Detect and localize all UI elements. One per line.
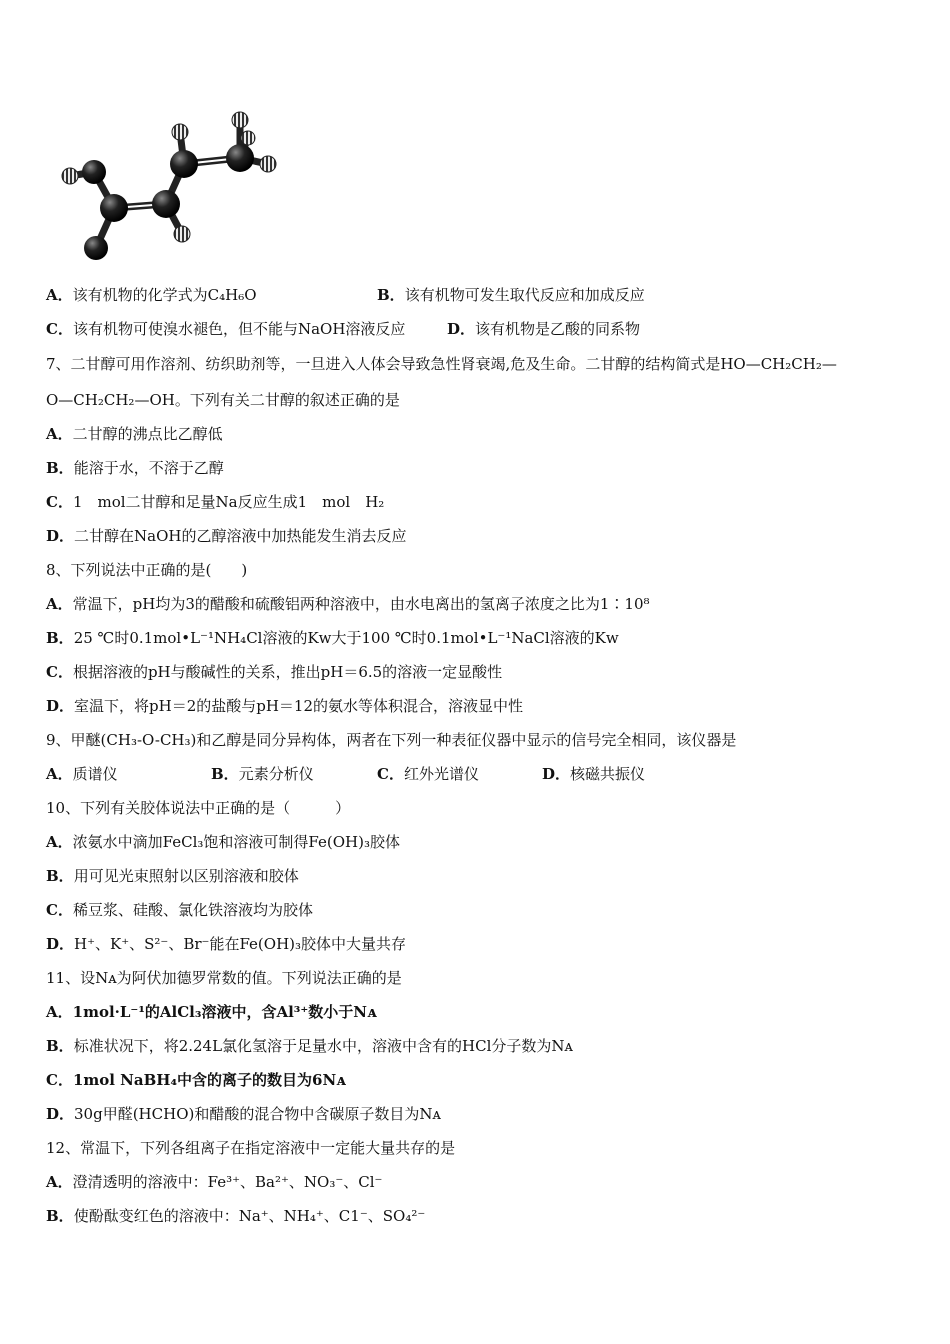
q7-option-c bbox=[46, 492, 384, 512]
q9-option-b-letter: B． bbox=[211, 765, 239, 783]
q12-option-a-letter: A． bbox=[46, 1173, 73, 1191]
q7-option-a-letter: A． bbox=[46, 425, 73, 443]
q8-option-a-letter: A． bbox=[46, 595, 73, 613]
q8-option-c-text: 根据溶液的pH与酸碱性的关系，推出pH＝6.5的溶液一定显酸性 bbox=[72, 663, 503, 681]
q11-option-c-text: 1mol NaBH₄中含的离子的数目为6Nᴀ bbox=[72, 1071, 346, 1089]
q9-option-c bbox=[377, 764, 479, 784]
q10-option-a-letter: A． bbox=[46, 833, 73, 851]
q6-option-c: 该有机物可使溴水褪色，但不能与NaOH溶液反应 bbox=[72, 320, 406, 338]
q8-stem: 8、下列说法中正确的是( ) bbox=[46, 561, 248, 579]
q9-option-d-letter: D． bbox=[542, 765, 571, 783]
q10-option-c-text: 稀豆浆、硅酸、氯化铁溶液均为胶体 bbox=[72, 901, 313, 919]
q7-stem-line-2: O—CH₂CH₂—OH。下列有关二甘醇的叙述正确的是 bbox=[46, 391, 400, 409]
molecule-ball-stick-model bbox=[50, 108, 280, 268]
q7-option-d-letter: D． bbox=[46, 527, 75, 545]
q9-option-a bbox=[46, 764, 118, 784]
q8-option-c-letter: C． bbox=[46, 663, 73, 681]
q11-option-c-letter: C． bbox=[46, 1071, 73, 1089]
q10-option-d-letter: D． bbox=[46, 935, 75, 953]
q9-option-c-letter: C． bbox=[377, 765, 404, 783]
q10-option-a bbox=[46, 832, 400, 852]
q10-option-a-text: 浓氨水中滴加FeCl₃饱和溶液可制得Fe(OH)₃胶体 bbox=[72, 833, 400, 851]
q7-option-a bbox=[46, 424, 223, 444]
q8-option-d bbox=[46, 696, 523, 716]
q8-option-a bbox=[46, 594, 650, 614]
q7-option-a-text: 二甘醇的沸点比乙醇低 bbox=[72, 425, 223, 443]
q11-option-b bbox=[46, 1036, 573, 1056]
q10-option-d-text: H⁺、K⁺、S²⁻、Br⁻能在Fe(OH)₃胶体中大量共存 bbox=[74, 935, 407, 953]
q7-option-b bbox=[46, 458, 224, 478]
q6-option-b-letter: B． bbox=[377, 286, 405, 304]
q10-option-c bbox=[46, 900, 313, 920]
q6-option-c-letter: C． bbox=[46, 320, 73, 338]
q6-option-d-letter: D． bbox=[447, 320, 476, 338]
q7-option-d-text: 二甘醇在NaOH的乙醇溶液中加热能发生消去反应 bbox=[74, 527, 407, 545]
q10-stem: 10、下列有关胶体说法中正确的是（ ） bbox=[46, 799, 351, 817]
q8-option-b-letter: B． bbox=[46, 629, 74, 647]
q9-option-d bbox=[542, 764, 645, 784]
q8-option-b bbox=[46, 628, 619, 648]
q6-option-b-wrap bbox=[377, 285, 645, 305]
q9-option-c-text: 红外光谱仪 bbox=[403, 765, 479, 783]
q10-option-b-text: 用可见光束照射以区别溶液和胶体 bbox=[73, 867, 299, 885]
q9-option-a-letter: A． bbox=[46, 765, 73, 783]
q9-option-b bbox=[211, 764, 314, 784]
q9-stem: 9、甲醚(CH₃-O-CH₃)和乙醇是同分异构体，两者在下列一种表征仪器中显示的信号完全相同，该仪器是 bbox=[46, 731, 737, 749]
q7-option-b-letter: B． bbox=[46, 459, 74, 477]
q9-option-b-text: 元素分析仪 bbox=[238, 765, 314, 783]
q10-option-c-letter: C． bbox=[46, 901, 73, 919]
q8-option-a-text: 常温下，pH均为3的醋酸和硫酸铝两种溶液中，由水电离出的氢离子浓度之比为1∶10⁸ bbox=[72, 595, 650, 613]
q6-options-row-1 bbox=[46, 285, 257, 305]
q12-option-b-letter: B． bbox=[46, 1207, 74, 1225]
q8-option-d-text: 室温下，将pH＝2的盐酸与pH＝12的氨水等体积混合，溶液显中性 bbox=[74, 697, 524, 715]
q6-option-a-letter: A． bbox=[46, 286, 73, 304]
q11-option-d-text: 30g甲醛(HCHO)和醋酸的混合物中含碳原子数目为Nᴀ bbox=[74, 1105, 441, 1123]
q11-option-a-letter: A． bbox=[46, 1003, 73, 1021]
q6-option-d-wrap bbox=[447, 319, 640, 339]
q12-option-b-text: 使酚酞变红色的溶液中：Na⁺、NH₄⁺、C1⁻、SO₄²⁻ bbox=[73, 1207, 426, 1225]
q7-option-d bbox=[46, 526, 406, 546]
q12-stem: 12、常温下，下列各组离子在指定溶液中一定能大量共存的是 bbox=[46, 1139, 456, 1157]
q11-stem: 11、设Nᴀ为阿伏加德罗常数的值。下列说法正确的是 bbox=[46, 969, 402, 987]
q12-option-a bbox=[46, 1172, 382, 1192]
q7-option-c-letter: C． bbox=[46, 493, 73, 511]
q12-option-b bbox=[46, 1206, 425, 1226]
q6-option-b: 该有机物可发生取代反应和加成反应 bbox=[404, 286, 645, 304]
q11-option-b-text: 标准状况下，将2.24L氯化氢溶于足量水中，溶液中含有的HCl分子数为Nᴀ bbox=[73, 1037, 574, 1055]
q11-option-d-letter: D． bbox=[46, 1105, 75, 1123]
q7-option-b-text: 能溶于水，不溶于乙醇 bbox=[73, 459, 224, 477]
q9-option-d-text: 核磁共振仪 bbox=[570, 765, 646, 783]
q11-option-a-text: 1mol·L⁻¹的AlCl₃溶液中，含Al³⁺数小于Nᴀ bbox=[72, 1003, 377, 1021]
q7-stem-line-1: 7、二甘醇可用作溶剂、纺织助剂等，一旦进入人体会导致急性肾衰竭,危及生命。二甘醇的结构简式是HO—CH₂CH₂— bbox=[46, 355, 837, 373]
q10-option-d bbox=[46, 934, 406, 954]
q9-option-a-text: 质谱仪 bbox=[72, 765, 118, 783]
q6-options-row-2 bbox=[46, 319, 405, 339]
q8-option-c bbox=[46, 662, 502, 682]
q8-option-b-text: 25 ℃时0.1mol•L⁻¹NH₄Cl溶液的Kw大于100 ℃时0.1mol•L⁻¹NaCl溶液的Kw bbox=[73, 629, 619, 647]
q12-option-a-text: 澄清透明的溶液中：Fe³⁺、Ba²⁺、NO₃⁻、Cl⁻ bbox=[72, 1173, 383, 1191]
q11-option-a bbox=[46, 1002, 377, 1022]
q11-option-b-letter: B． bbox=[46, 1037, 74, 1055]
q8-option-d-letter: D． bbox=[46, 697, 75, 715]
q10-option-b-letter: B． bbox=[46, 867, 74, 885]
q7-option-c-text: 1 mol二甘醇和足量Na反应生成1 mol H₂ bbox=[72, 493, 385, 511]
q6-option-d: 该有机物是乙酸的同系物 bbox=[475, 320, 641, 338]
q6-option-a: 该有机物的化学式为C₄H₆O bbox=[72, 286, 257, 304]
q11-option-d bbox=[46, 1104, 441, 1124]
q11-option-c bbox=[46, 1070, 346, 1090]
q10-option-b bbox=[46, 866, 299, 886]
